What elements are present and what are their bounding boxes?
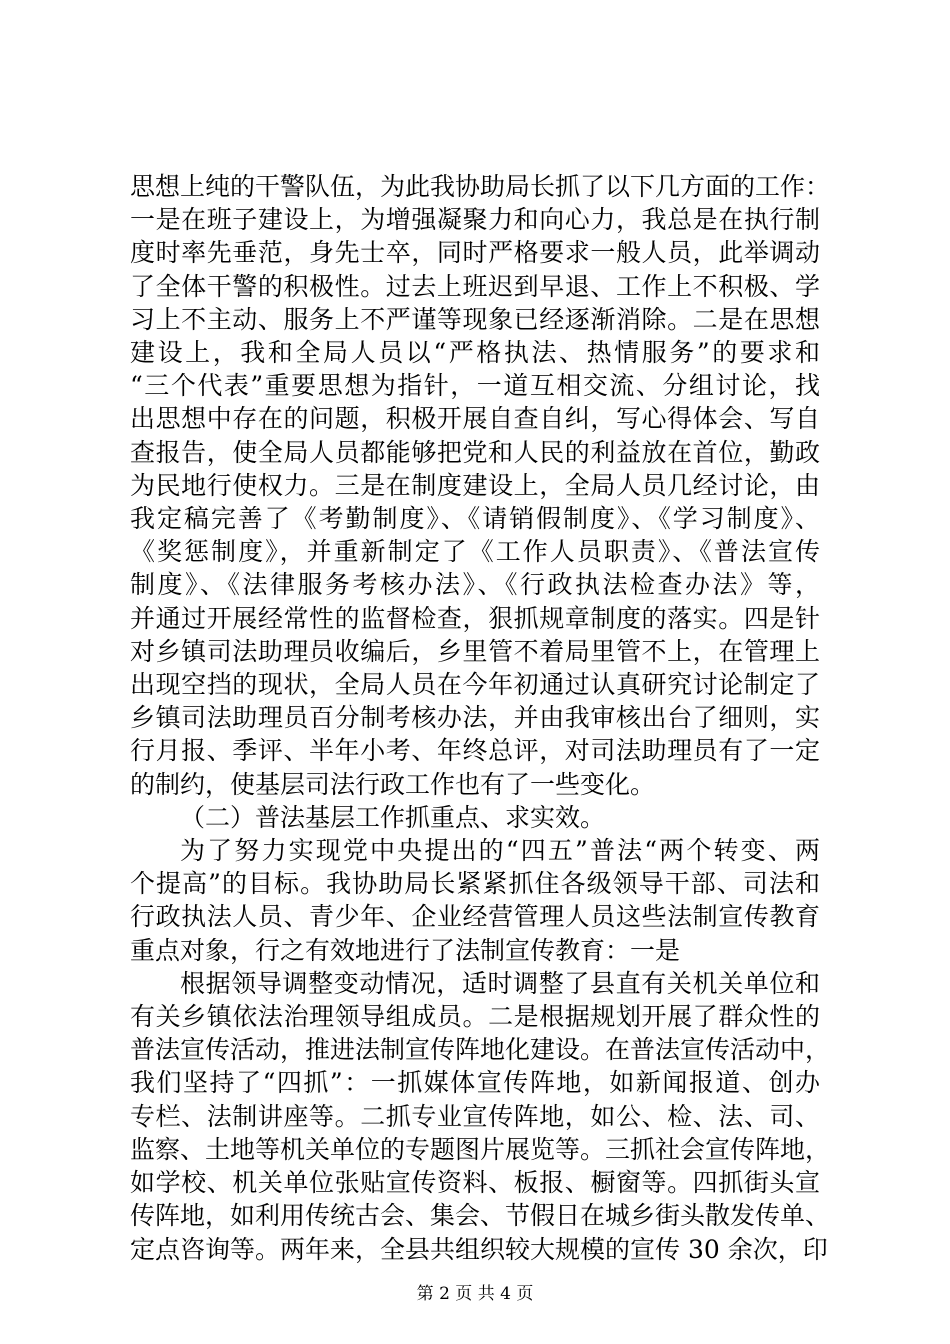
- text-line: 思想上纯的干警队伍，为此我协助局长抓了以下几方面的工作：: [130, 172, 831, 201]
- text-line: 行月报、季评、半年小考、年终总评，对司法助理员有了一定: [130, 736, 820, 766]
- paragraph: [130, 801, 820, 834]
- text-line: 习上不主动、服务上不严谨等现象已经逐渐消除。二是在思想: [130, 304, 820, 334]
- text-line: 度时率先垂范，身先士卒，同时严格要求一般人员，此举调动: [130, 238, 820, 268]
- text-line: 个提高”的目标。我协助局长紧紧抓住各级领导干部、司法和: [130, 869, 820, 899]
- text-line: 对乡镇司法助理员收编后，乡里管不着局里管不上，在管理上: [130, 636, 820, 666]
- paragraph: [130, 170, 831, 801]
- text-line: 了全体干警的积极性。过去上班迟到早退、工作上不积极、学: [130, 271, 820, 301]
- page-footer: [0, 1283, 950, 1305]
- page-number: 第 2 页 共 4 页: [416, 1284, 534, 1304]
- text-line: 出思想中存在的问题，积极开展自查自纠，写心得体会、写自: [130, 404, 820, 434]
- text-line: 出现空挡的现状，全局人员在今年初通过认真研究讨论制定了: [130, 670, 820, 700]
- text-line: 如学校、机关单位张贴宣传资料、板报、橱窗等。四抓街头宣: [130, 1168, 820, 1198]
- paragraph: [130, 967, 831, 1266]
- text-line: 为民地行使权力。三是在制度建设上，全局人员几经讨论，由: [130, 470, 820, 500]
- text-line: 监察、土地等机关单位的专题图片展览等。三抓社会宣传阵地，: [130, 1134, 831, 1164]
- paragraph: [130, 834, 820, 967]
- text-line: 并通过开展经常性的监督检查，狠抓规章制度的落实。四是针: [130, 603, 820, 633]
- text-line: 乡镇司法助理员百分制考核办法，并由我审核出台了细则，实: [130, 703, 820, 733]
- text-line: 建设上，我和全局人员以“严格执法、热情服务”的要求和: [130, 338, 820, 368]
- text-line: 一是在班子建设上，为增强凝聚力和向心力，我总是在执行制: [130, 205, 820, 235]
- text-line: 行政执法人员、青少年、企业经营管理人员这些法制宣传教育: [130, 902, 820, 932]
- text-line: 《奖惩制度》，并重新制定了《工作人员职责》、《普法宣传: [130, 537, 820, 567]
- text-line: 我定稿完善了《考勤制度》、《请销假制度》、《学习制度》、: [130, 504, 820, 534]
- text-line: 查报告，使全局人员都能够把党和人民的利益放在首位，勤政: [130, 437, 820, 467]
- text-line: 为了努力实现党中央提出的“四五”普法“两个转变、两: [180, 836, 820, 866]
- text-line: 定点咨询等。两年来，全县共组织较大规模的宣传 30 余次，印: [130, 1234, 828, 1264]
- text-line: 专栏、法制讲座等。二抓专业宣传阵地，如公、检、法、司、: [130, 1101, 820, 1131]
- text-line: 传阵地，如利用传统古会、集会、节假日在城乡街头散发传单、: [130, 1201, 831, 1231]
- text-line: 普法宣传活动，推进法制宣传阵地化建设。在普法宣传活动中，: [130, 1035, 831, 1065]
- text-line: （二）普法基层工作抓重点、求实效。: [180, 802, 606, 832]
- text-line: 的制约，使基层司法行政工作也有了一些变化。: [130, 769, 656, 799]
- text-line: 重点对象，行之有效地进行了法制宣传教育：一是: [130, 935, 681, 965]
- text-line: 制度》、《法律服务考核办法》、《行政执法检查办法》等，: [130, 570, 820, 600]
- text-line: “三个代表”重要思想为指针，一道互相交流、分组讨论，找: [130, 371, 820, 401]
- document-body: [130, 170, 831, 1266]
- text-line: 有关乡镇依法治理领导组成员。二是根据规划开展了群众性的: [130, 1002, 820, 1032]
- text-line: 根据领导调整变动情况，适时调整了县直有关机关单位和: [180, 968, 820, 998]
- text-line: 我们坚持了“四抓”：一抓媒体宣传阵地，如新闻报道、创办: [130, 1068, 820, 1098]
